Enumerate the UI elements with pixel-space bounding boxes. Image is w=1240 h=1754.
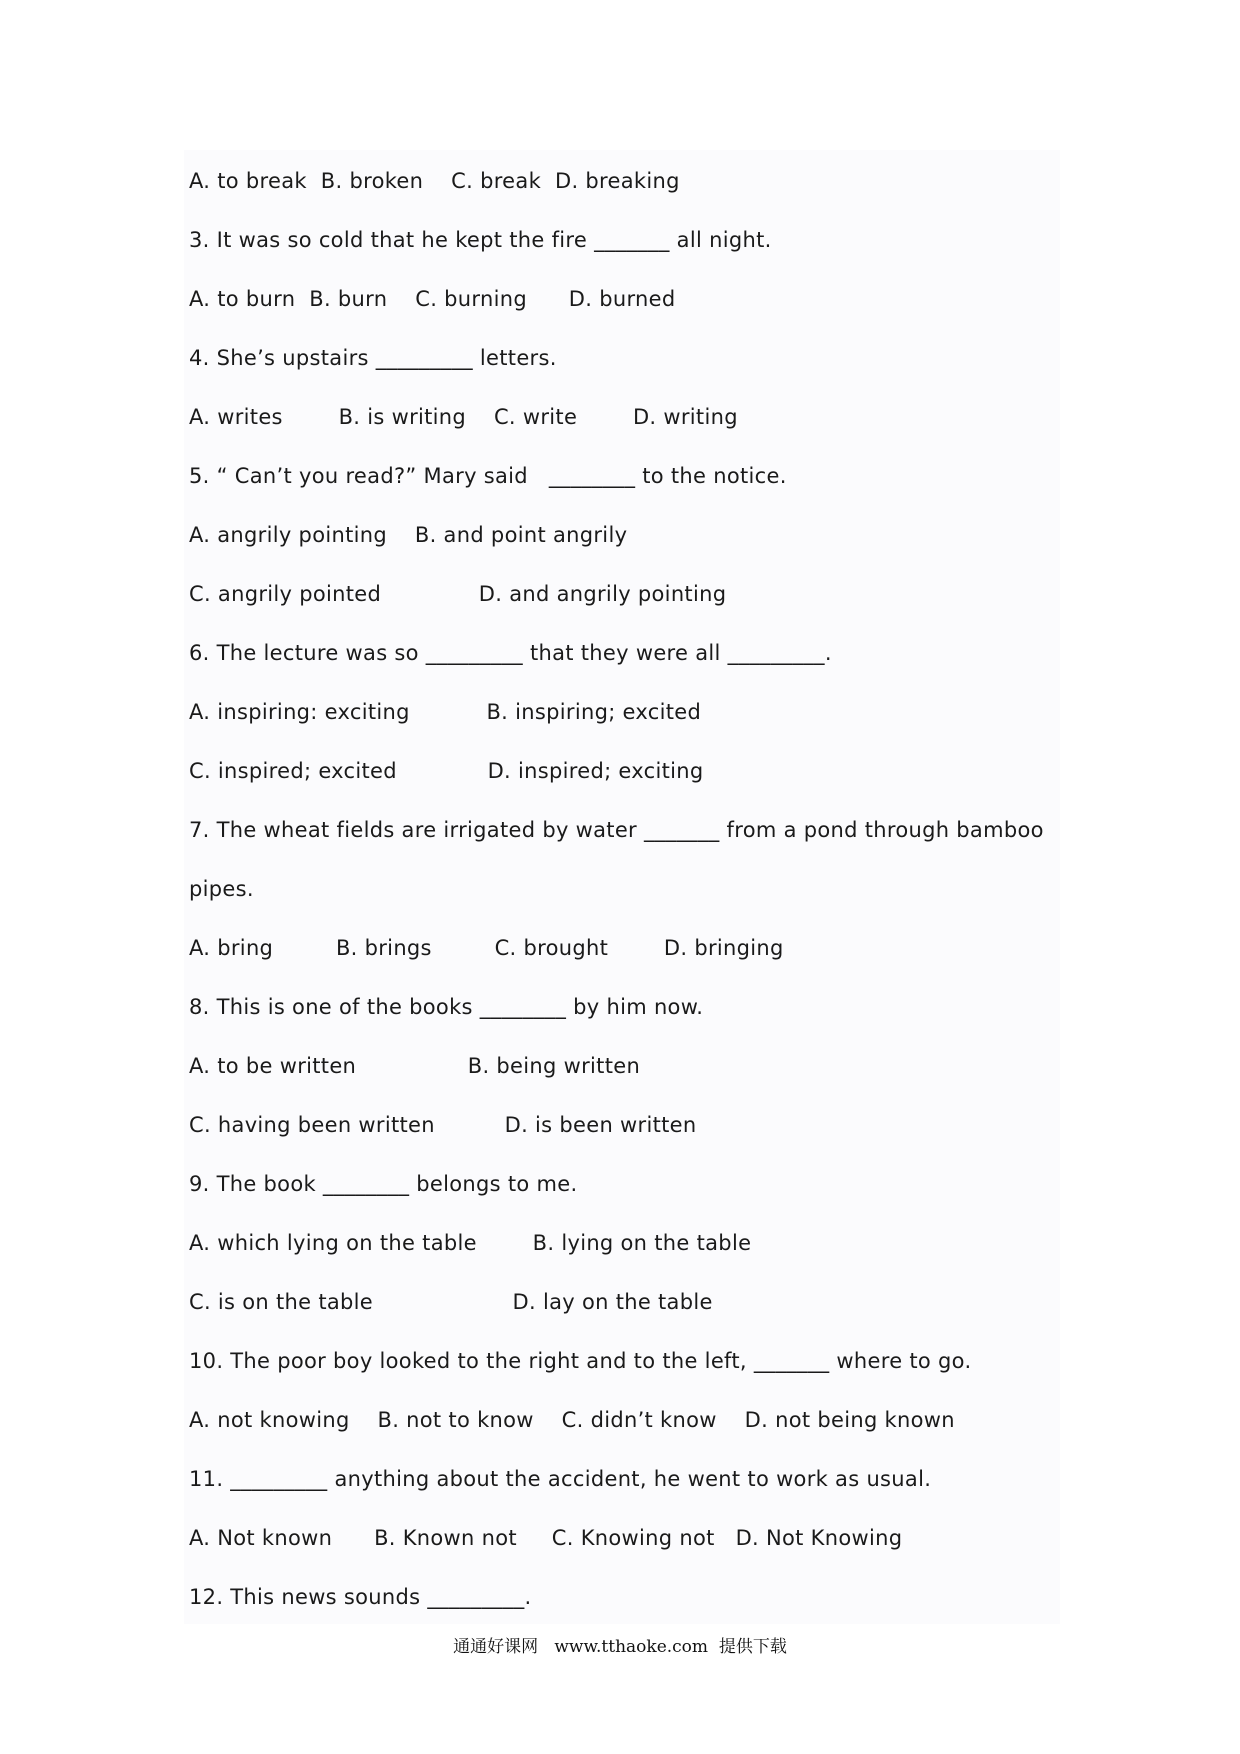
page-footer: 通通好课网 www.tthaoke.com 提供下载: [453, 1637, 787, 1657]
options-9a: A. which lying on the table B. lying on the table: [189, 1231, 752, 1255]
question-7-cont: pipes.: [189, 877, 254, 901]
question-10: 10. The poor boy looked to the right and to the left, _______ where to go.: [189, 1349, 972, 1373]
text-line: A. to break B. broken C. break D. breaking: [189, 169, 680, 193]
question-8: 8. This is one of the books ________ by him now.: [189, 995, 704, 1019]
options-6a: A. inspiring: exciting B. inspiring; excited: [189, 700, 702, 724]
options-7: A. bring B. brings C. brought D. bringing: [189, 936, 784, 960]
question-4: 4. She’s upstairs _________ letters.: [189, 346, 557, 370]
question-12: 12. This news sounds _________.: [189, 1585, 532, 1609]
options-10: A. not knowing B. not to know C. didn’t know D. not being known: [189, 1408, 955, 1432]
question-6: 6. The lecture was so _________ that they were all _________.: [189, 641, 832, 665]
options-9b: C. is on the table D. lay on the table: [189, 1290, 713, 1314]
options-11: A. Not known B. Known not C. Knowing not D. Not Knowing: [189, 1526, 903, 1550]
options-6b: C. inspired; excited D. inspired; exciting: [189, 759, 704, 783]
options-8a: A. to be written B. being written: [189, 1054, 641, 1078]
options-3: A. to burn B. burn C. burning D. burned: [189, 287, 676, 311]
question-9: 9. The book ________ belongs to me.: [189, 1172, 578, 1196]
options-4: A. writes B. is writing C. write D. writing: [189, 405, 738, 429]
options-5b: C. angrily pointed D. and angrily pointing: [189, 582, 727, 606]
question-3: 3. It was so cold that he kept the fire _______ all night.: [189, 228, 772, 252]
question-7: 7. The wheat fields are irrigated by water _______ from a pond through bamboo: [189, 818, 1044, 842]
question-11: 11. _________ anything about the accident, he went to work as usual.: [189, 1467, 932, 1491]
options-5a: A. angrily pointing B. and point angrily: [189, 523, 628, 547]
question-5: 5. “ Can’t you read?” Mary said ________ to the notice.: [189, 464, 787, 488]
options-8b: C. having been written D. is been written: [189, 1113, 697, 1137]
